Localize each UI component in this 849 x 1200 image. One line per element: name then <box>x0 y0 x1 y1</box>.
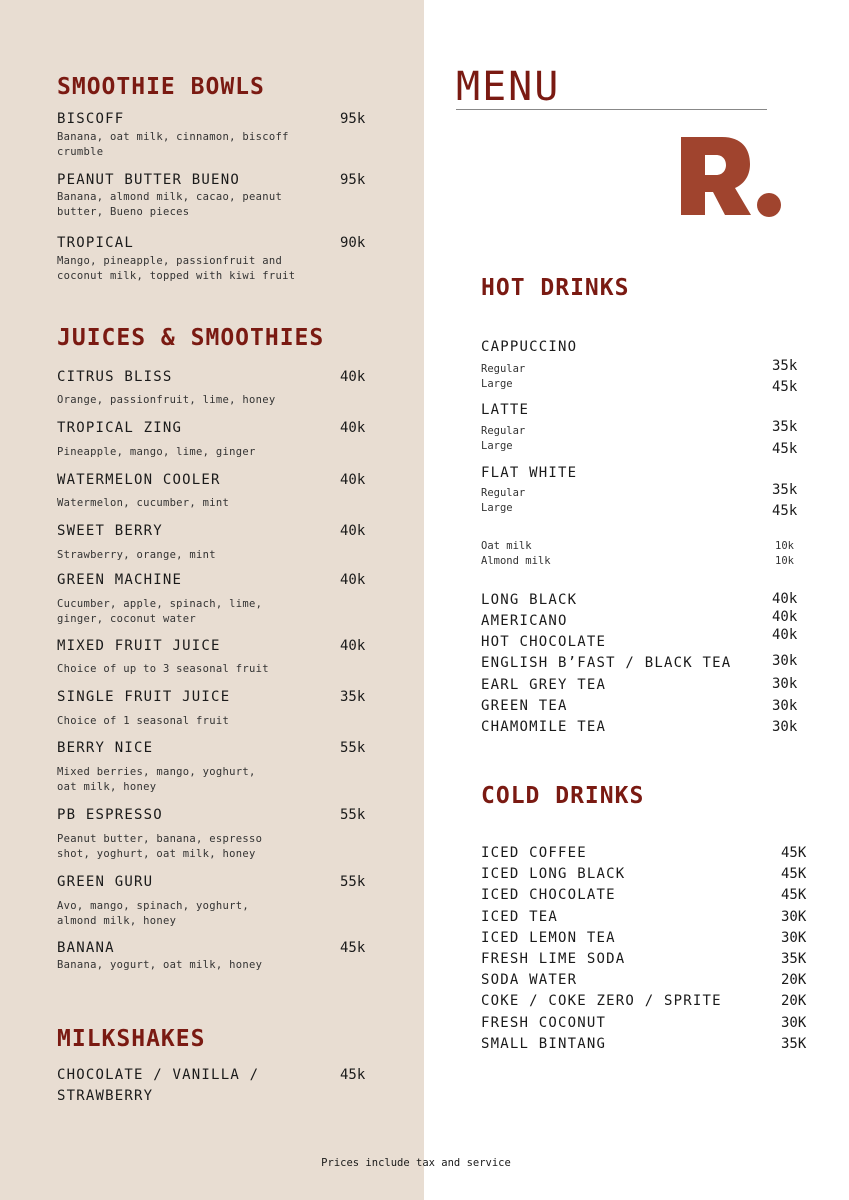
menu-item-description: Choice of 1 seasonal fruit <box>57 715 230 727</box>
menu-item-price: 40k <box>340 369 366 385</box>
size-label: Regular <box>481 487 526 499</box>
menu-item-price: 55k <box>340 807 366 823</box>
menu-item-description: almond milk, honey <box>57 915 177 927</box>
menu-item-price: 30K <box>781 929 807 946</box>
menu-item-price: 40k <box>340 523 366 539</box>
menu-item-price: 40k <box>340 572 366 588</box>
section-heading-smoothie_bowls: SMOOTHIE BOWLS <box>57 74 265 100</box>
section-heading-milkshakes: MILKSHAKES <box>57 1026 206 1052</box>
menu-item-name: BISCOFF <box>57 111 125 127</box>
menu-item-price: 45K <box>781 866 807 883</box>
menu-item-description: crumble <box>57 146 104 158</box>
extra-name: Almond milk <box>481 555 551 567</box>
extra-price: 10k <box>775 540 794 552</box>
menu-item-price: 40k <box>340 472 366 488</box>
menu-item-name: HOT CHOCOLATE <box>481 634 607 650</box>
menu-item-name: ICED TEA <box>481 908 559 925</box>
menu-item-description: Banana, almond milk, cacao, peanut <box>57 191 283 203</box>
menu-item-name: AMERICANO <box>481 613 568 629</box>
footer-note: Prices include tax and service <box>321 1157 511 1169</box>
menu-item-description: Banana, yogurt, oat milk, honey <box>57 959 263 971</box>
menu-item-price: 35k <box>772 482 798 498</box>
menu-item-price: 35K <box>781 1035 807 1052</box>
menu-item-description: ginger, coconut water <box>57 613 197 625</box>
menu-item-description: Banana, oat milk, cinnamon, biscoff <box>57 131 289 143</box>
menu-item-price: 95k <box>340 172 366 188</box>
menu-item-price: 45K <box>781 887 807 904</box>
menu-item-name: ICED LONG BLACK <box>481 866 626 883</box>
menu-item-name: FRESH LIME SODA <box>481 951 626 967</box>
menu-item-name: BANANA <box>57 940 115 956</box>
size-label: Large <box>481 502 513 514</box>
menu-item-name: FRESH COCONUT <box>481 1014 607 1031</box>
menu-item-price: 45K <box>781 845 807 861</box>
menu-item-name: PEANUT BUTTER BUENO <box>57 172 240 188</box>
menu-item-name: ICED COFFEE <box>481 845 587 861</box>
menu-item-name: TROPICAL <box>57 235 135 251</box>
menu-item-price: 95k <box>340 111 366 127</box>
menu-item-name: GREEN TEA <box>481 698 568 714</box>
menu-item-description: Orange, passionfruit, lime, honey <box>57 394 276 406</box>
menu-item-name: CHAMOMILE TEA <box>481 719 607 735</box>
menu-item-name: SWEET BERRY <box>57 523 163 539</box>
size-label: Regular <box>481 363 526 375</box>
menu-item-name: CHOCOLATE / VANILLA / <box>57 1067 260 1083</box>
menu-item-name: SODA WATER <box>481 972 578 989</box>
menu-item-description: oat milk, honey <box>57 781 157 793</box>
menu-item-description: Peanut butter, banana, espresso <box>57 833 263 845</box>
menu-item-price: 40k <box>772 591 798 607</box>
menu-item-name: CITRUS BLISS <box>57 369 173 385</box>
menu-item-name: GREEN GURU <box>57 874 154 890</box>
menu-item-name: SINGLE FRUIT JUICE <box>57 689 231 705</box>
extra-name: Oat milk <box>481 540 532 552</box>
menu-item-name: ICED LEMON TEA <box>481 929 616 946</box>
menu-item-name: LONG BLACK <box>481 592 578 608</box>
menu-item-price: 35k <box>772 358 798 374</box>
section-heading-cold-drinks: COLD DRINKS <box>481 783 645 809</box>
menu-item-price: 55k <box>340 874 366 890</box>
menu-item-price: 40k <box>340 420 366 436</box>
brand-logo-icon <box>678 134 784 218</box>
menu-item-name: SMALL BINTANG <box>481 1035 607 1052</box>
menu-item-name: GREEN MACHINE <box>57 572 183 588</box>
menu-item-name: FLAT WHITE <box>481 465 578 481</box>
menu-item-price: 30k <box>772 653 798 669</box>
menu-item-description: shot, yoghurt, oat milk, honey <box>57 848 256 860</box>
menu-item-price: 20K <box>781 993 807 1010</box>
size-label: Large <box>481 440 513 452</box>
size-label: Regular <box>481 425 526 437</box>
menu-item-price: 45k <box>340 940 366 956</box>
menu-item-name: ICED CHOCOLATE <box>481 887 616 904</box>
size-label: Large <box>481 378 513 390</box>
menu-item-name: COKE / COKE ZERO / SPRITE <box>481 993 722 1010</box>
menu-item-name: LATTE <box>481 402 530 418</box>
menu-item-name: ENGLISH B’FAST / BLACK TEA <box>481 655 732 671</box>
menu-item-name: MIXED FRUIT JUICE <box>57 638 221 654</box>
menu-item-price: 30k <box>772 698 798 714</box>
menu-item-name: BERRY NICE <box>57 740 154 756</box>
menu-item-price: 30K <box>781 1014 807 1031</box>
menu-item-name: WATERMELON COOLER <box>57 472 221 488</box>
menu-item-name: TROPICAL ZING <box>57 420 183 436</box>
section-heading-juices: JUICES & SMOOTHIES <box>57 325 325 351</box>
menu-item-name: CAPPUCCINO <box>481 339 578 355</box>
menu-item-description: Avo, mango, spinach, yoghurt, <box>57 900 250 912</box>
menu-item-description: Strawberry, orange, mint <box>57 549 216 561</box>
menu-item-price: 20K <box>781 972 807 989</box>
menu-item-price: 30k <box>772 719 798 735</box>
extra-price: 10k <box>775 555 794 567</box>
menu-item-description: butter, Bueno pieces <box>57 206 190 218</box>
menu-item-description: Choice of up to 3 seasonal fruit <box>57 663 269 675</box>
menu-item-price: 35K <box>781 951 807 967</box>
menu-item-price: 35k <box>772 419 798 435</box>
menu-item-price: 40k <box>772 609 798 625</box>
menu-title: MENU <box>456 64 561 110</box>
menu-item-name: STRAWBERRY <box>57 1088 154 1104</box>
menu-item-price: 30k <box>772 676 798 692</box>
menu-item-description: Watermelon, cucumber, mint <box>57 497 230 509</box>
menu-item-price: 40k <box>340 638 366 654</box>
menu-item-price: 45k <box>772 379 798 395</box>
menu-item-price: 40k <box>772 627 798 643</box>
menu-item-description: Pineapple, mango, lime, ginger <box>57 446 256 458</box>
menu-item-description: Mixed berries, mango, yoghurt, <box>57 766 256 778</box>
menu-item-price: 45k <box>772 503 798 519</box>
menu-item-description: coconut milk, topped with kiwi fruit <box>57 270 296 282</box>
menu-item-price: 90k <box>340 235 366 251</box>
section-heading-hot-drinks: HOT DRINKS <box>481 275 630 301</box>
menu-item-price: 30K <box>781 908 807 925</box>
menu-item-price: 45k <box>340 1067 366 1083</box>
menu-item-name: EARL GREY TEA <box>481 677 607 693</box>
menu-item-description: Cucumber, apple, spinach, lime, <box>57 598 263 610</box>
menu-item-price: 55k <box>340 740 366 756</box>
menu-item-price: 35k <box>340 689 366 705</box>
menu-item-price: 45k <box>772 441 798 457</box>
menu-item-description: Mango, pineapple, passionfruit and <box>57 255 283 267</box>
menu-item-name: PB ESPRESSO <box>57 807 163 823</box>
